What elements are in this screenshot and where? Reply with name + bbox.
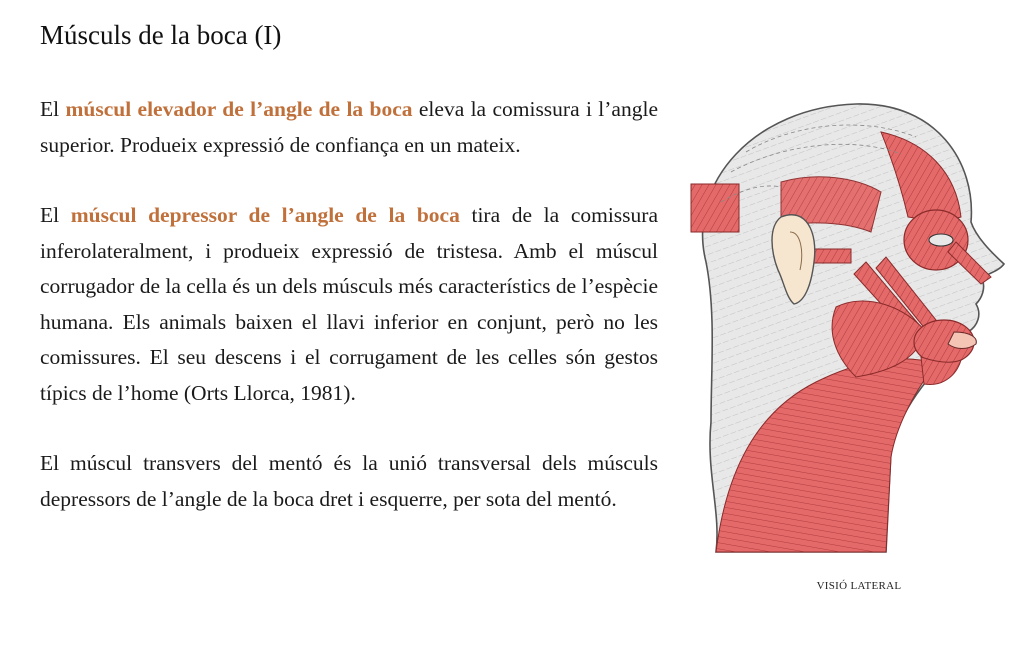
- figure-caption: VISIÓ LATERAL: [816, 580, 902, 592]
- paragraph-elevador: [40, 92, 658, 163]
- paragraph-text: tira de la comissura inferolateralment, i produeix expressió de tristesa. Amb el múscul corrugador de la cella és un dels músculs més característics de l’espècie humana. Els animals baixen el llavi inferior en conjunt, però no les comissures. El seu descens i el corrugament de les celles són gestos típics de l’home (Orts Llorca, 1981).: [40, 203, 658, 405]
- occipital-muscle: [691, 184, 739, 232]
- anatomy-illustration: [686, 92, 1016, 562]
- body-text: [40, 92, 658, 552]
- paragraph-text: El: [40, 203, 71, 227]
- paragraph-text: El: [40, 97, 66, 121]
- head-muscles-lateral-view: [686, 92, 1016, 562]
- page-title: Músculs de la boca (I): [40, 20, 282, 50]
- paragraph-transvers: El múscul transvers del mentó és la unió transversal dels músculs depressors de l’angle de la boca dret i esquerre, per sota del mentó.: [40, 451, 658, 511]
- paragraph-depressor: [40, 198, 658, 411]
- term-depressor-angle-boca: múscul depressor de l’angle de la boca: [70, 203, 460, 227]
- term-elevador-angle-boca: múscul elevador de l’angle de la boca: [65, 97, 413, 121]
- paragraph-text: eleva la comissura i l’angle superior. Produeix expressió de confiança en un mateix.: [40, 97, 658, 157]
